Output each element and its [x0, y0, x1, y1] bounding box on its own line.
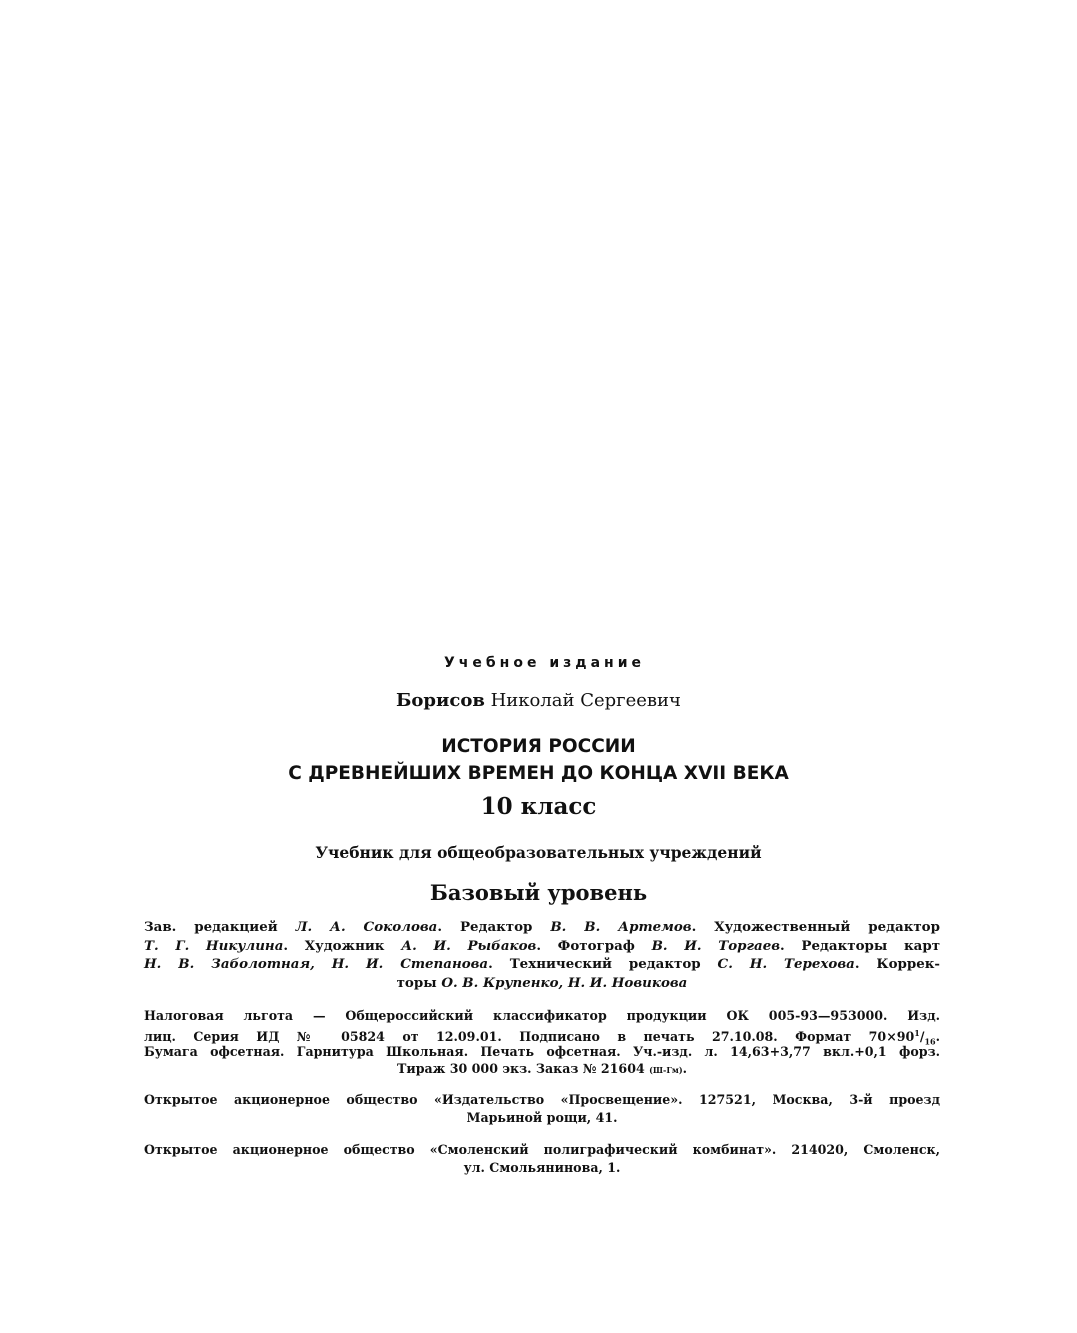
staff-line-4 — [144, 974, 940, 993]
staff-person: Л. А. Соколова — [295, 919, 438, 935]
staff-text: . Художник — [283, 937, 402, 954]
format-fraction-numerator: 1 — [914, 1027, 920, 1038]
staff-person: В. И. Торгаев — [651, 937, 781, 954]
staff-text: Зав. редакцией — [144, 919, 296, 935]
tax-text: . — [682, 1061, 688, 1077]
tax-line-1: Налоговая льгота — Общероссийский классификатор продукции ОК 005-93—953000. Изд. — [144, 1008, 940, 1023]
tax-text: Тираж 30 000 экз. Заказ № 21604 — [396, 1061, 650, 1077]
edition-type: Учебное издание — [443, 655, 645, 671]
staff-text: . Фотограф — [536, 937, 652, 954]
staff-line-1 — [144, 918, 940, 937]
book-title — [0, 733, 1077, 787]
format-fraction-slash: / — [919, 1028, 925, 1044]
editorial-staff — [144, 918, 940, 992]
staff-person: В. В. Артемов — [550, 919, 692, 935]
tax-line-2 — [144, 1025, 940, 1047]
staff-text: . Редакторы карт — [780, 937, 940, 954]
publisher-address — [144, 1091, 940, 1127]
tax-text: . — [935, 1028, 940, 1044]
tax-line-4 — [144, 1060, 940, 1078]
tax-and-print-details — [144, 1007, 940, 1078]
book-type: Учебник для общеобразовательных учреждений — [315, 843, 762, 862]
staff-line-2 — [144, 937, 940, 956]
staff-text: . Редактор — [437, 919, 551, 935]
publisher-line-1: Открытое акционерное общество «Издательство «Просвещение». 127521, Москва, 3-й проезд — [144, 1092, 940, 1107]
author-surname: Борисов — [396, 690, 485, 711]
author-given-names: Николай Сергеевич — [490, 690, 681, 711]
staff-person: А. И. Рыбаков — [401, 937, 537, 954]
order-code: (Ш-Гм) — [649, 1065, 683, 1076]
staff-person: О. В. Крупенко, Н. И. Новикова — [441, 974, 688, 991]
tax-line-3: Бумага офсетная. Гарнитура Школьная. Печать офсетная. Уч.-изд. л. 14,63+3,77 вкл.+0,1 форз. — [144, 1043, 940, 1059]
staff-text: . Художественный редактор — [691, 919, 940, 935]
staff-text: торы — [396, 974, 442, 991]
staff-person: Н. В. Заболотная, Н. И. Степанова — [144, 956, 489, 972]
staff-text: . Технический редактор — [488, 956, 718, 972]
publisher-line-2: Марьиной рощи, 41. — [466, 1109, 618, 1125]
printer-line-2: ул. Смольянинова, 1. — [463, 1159, 621, 1175]
staff-text: . Коррек- — [854, 956, 940, 972]
grade-label: 10 класс — [480, 793, 597, 820]
format-fraction-denominator: 16 — [924, 1036, 936, 1047]
book-title-line-1: ИСТОРИЯ РОССИИ — [441, 736, 636, 757]
printer-address — [144, 1141, 940, 1177]
printer-line-1: Открытое акционерное общество «Смоленский полиграфический комбинат». 214020, Смоленск, — [144, 1142, 940, 1157]
difficulty-level: Базовый уровень — [429, 880, 648, 905]
author-name — [0, 690, 1077, 711]
book-title-line-2: С ДРЕВНЕЙШИХ ВРЕМЕН ДО КОНЦА XVII ВЕКА — [288, 763, 789, 784]
staff-person: Т. Г. Никулина — [144, 937, 284, 954]
tax-text: лиц. Серия ИД № 05824 от 12.09.01. Подписано в печать 27.10.08. Формат 70×90 — [144, 1028, 915, 1044]
staff-line-3 — [144, 955, 940, 974]
staff-person: С. Н. Терехова — [717, 956, 855, 972]
